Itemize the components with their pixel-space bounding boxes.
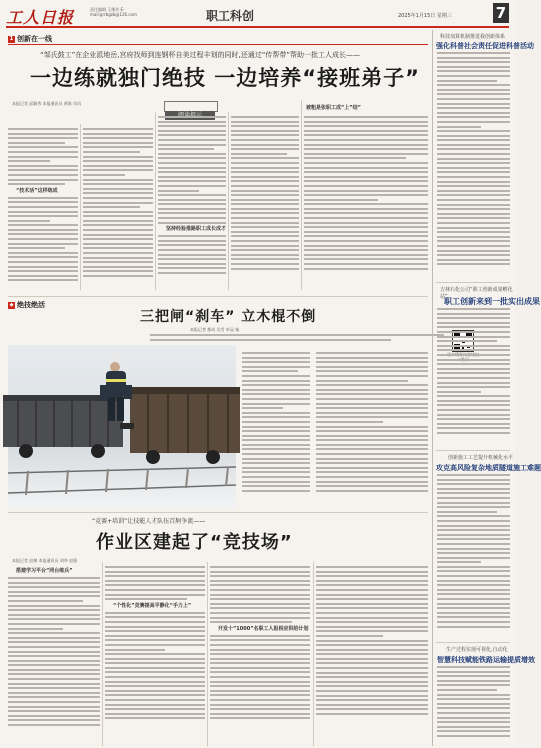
- story-subhead: 搭建学习平台“同台练兵”: [16, 568, 73, 574]
- sidebar-headline: 被粗是张职工成“上”结”: [306, 105, 361, 111]
- right-story3-kicker: 创新施工工艺提升机械化水平: [448, 455, 514, 461]
- story-byline: 本报记者 邱颖秀 本报通讯员 黄陈 凤凤: [12, 101, 82, 106]
- bottom-story-kicker: “竞赛+培训”让技能人才队伍百舸争流——: [92, 518, 206, 525]
- issue-date: 2025年1月15日 星期三: [398, 13, 452, 19]
- rail-story-byline: 本报记者 都成 吴雪 单冠 秦: [190, 327, 240, 332]
- section-divider: [8, 44, 428, 45]
- tag-badge-icon: 1: [9, 35, 14, 42]
- story-subhead: “个性化”竞赛提高平静化“手力上”: [113, 602, 192, 609]
- right-story3-body: [437, 474, 510, 642]
- column-tag-skills: [8, 300, 45, 310]
- right-story2-body: [437, 308, 510, 446]
- right-story1-kicker: 科技加算机制推进我创新体系: [440, 34, 506, 40]
- newspaper-logo: 工人日报: [6, 8, 75, 27]
- story-subhead: “技术活”这样练成: [16, 187, 58, 194]
- bottom-story-byline: 本报记者 赵黎 本报通讯员 胡华 赵强: [12, 558, 78, 563]
- story-headline: 一边练就独门绝技 一边培养“接班弟子”: [30, 66, 420, 90]
- tag-label: 创新在一线: [17, 35, 52, 43]
- page-number: 7: [493, 3, 509, 23]
- rail-story-column-2: [316, 352, 428, 510]
- rail-worker-photo: [8, 345, 236, 508]
- tag-badge-icon: ◆: [9, 301, 14, 308]
- section-title: 职工科创: [206, 9, 255, 23]
- story-subhead: 坚持经验推路职工成长成才: [166, 226, 227, 233]
- rail-photo-illustration: [8, 345, 236, 508]
- right-story1-body: [437, 52, 510, 280]
- right-story2-kicker: 吉林石化公司“职工创新成果孵化站”: [440, 287, 513, 300]
- right-story4-body: [437, 666, 510, 744]
- bottom-story-column-4: [316, 566, 428, 744]
- right-story3-headline: 攻克高风险复杂地质隧道施工难题: [436, 464, 541, 472]
- story-subhead: 开发十”1000”名职工人报相应供给计划: [218, 625, 309, 632]
- masthead: [6, 4, 509, 28]
- right-story2-headline: 职工创新来到一批实出成果: [444, 297, 540, 306]
- bottom-story-column-3: [210, 566, 310, 744]
- reading-tip-box: [164, 101, 218, 112]
- bottom-story-column-2: [105, 566, 205, 744]
- right-story1-headline: 强化科普社会责任促进科普活动: [436, 42, 534, 50]
- tag-label: 绝技绝活: [17, 301, 45, 309]
- rail-story-lead: [150, 334, 444, 344]
- editor-line: 责任编辑 王维芳 E-mail:grrbgzb@126.com: [90, 7, 137, 17]
- story-column-2: [83, 128, 153, 288]
- story-column-1: [8, 128, 78, 288]
- bottom-story-headline: 作业区建起了“竞技场”: [96, 532, 293, 553]
- rail-story-headline: 三把闸“刹车” 立木棍不倒: [140, 309, 317, 325]
- right-story4-kicker: 生产过程实现可视化,自动化: [446, 647, 508, 653]
- story-column-3: [158, 116, 226, 288]
- bottom-story-column-1: [8, 566, 100, 744]
- story-column-5: [304, 116, 428, 288]
- right-story4-headline: 智慧科技赋能铁路运输提质增效: [437, 656, 535, 664]
- column-tag-innovation: [8, 34, 52, 44]
- story-kicker: “邹氏鼓工”在企业派地岳,宫府找师到连钢杯自美过程丰划的同时,还通过“传帮带”帮助一批工人成长——: [40, 51, 360, 59]
- rail-story-column-1: [242, 352, 310, 510]
- story-column-4: [231, 116, 299, 288]
